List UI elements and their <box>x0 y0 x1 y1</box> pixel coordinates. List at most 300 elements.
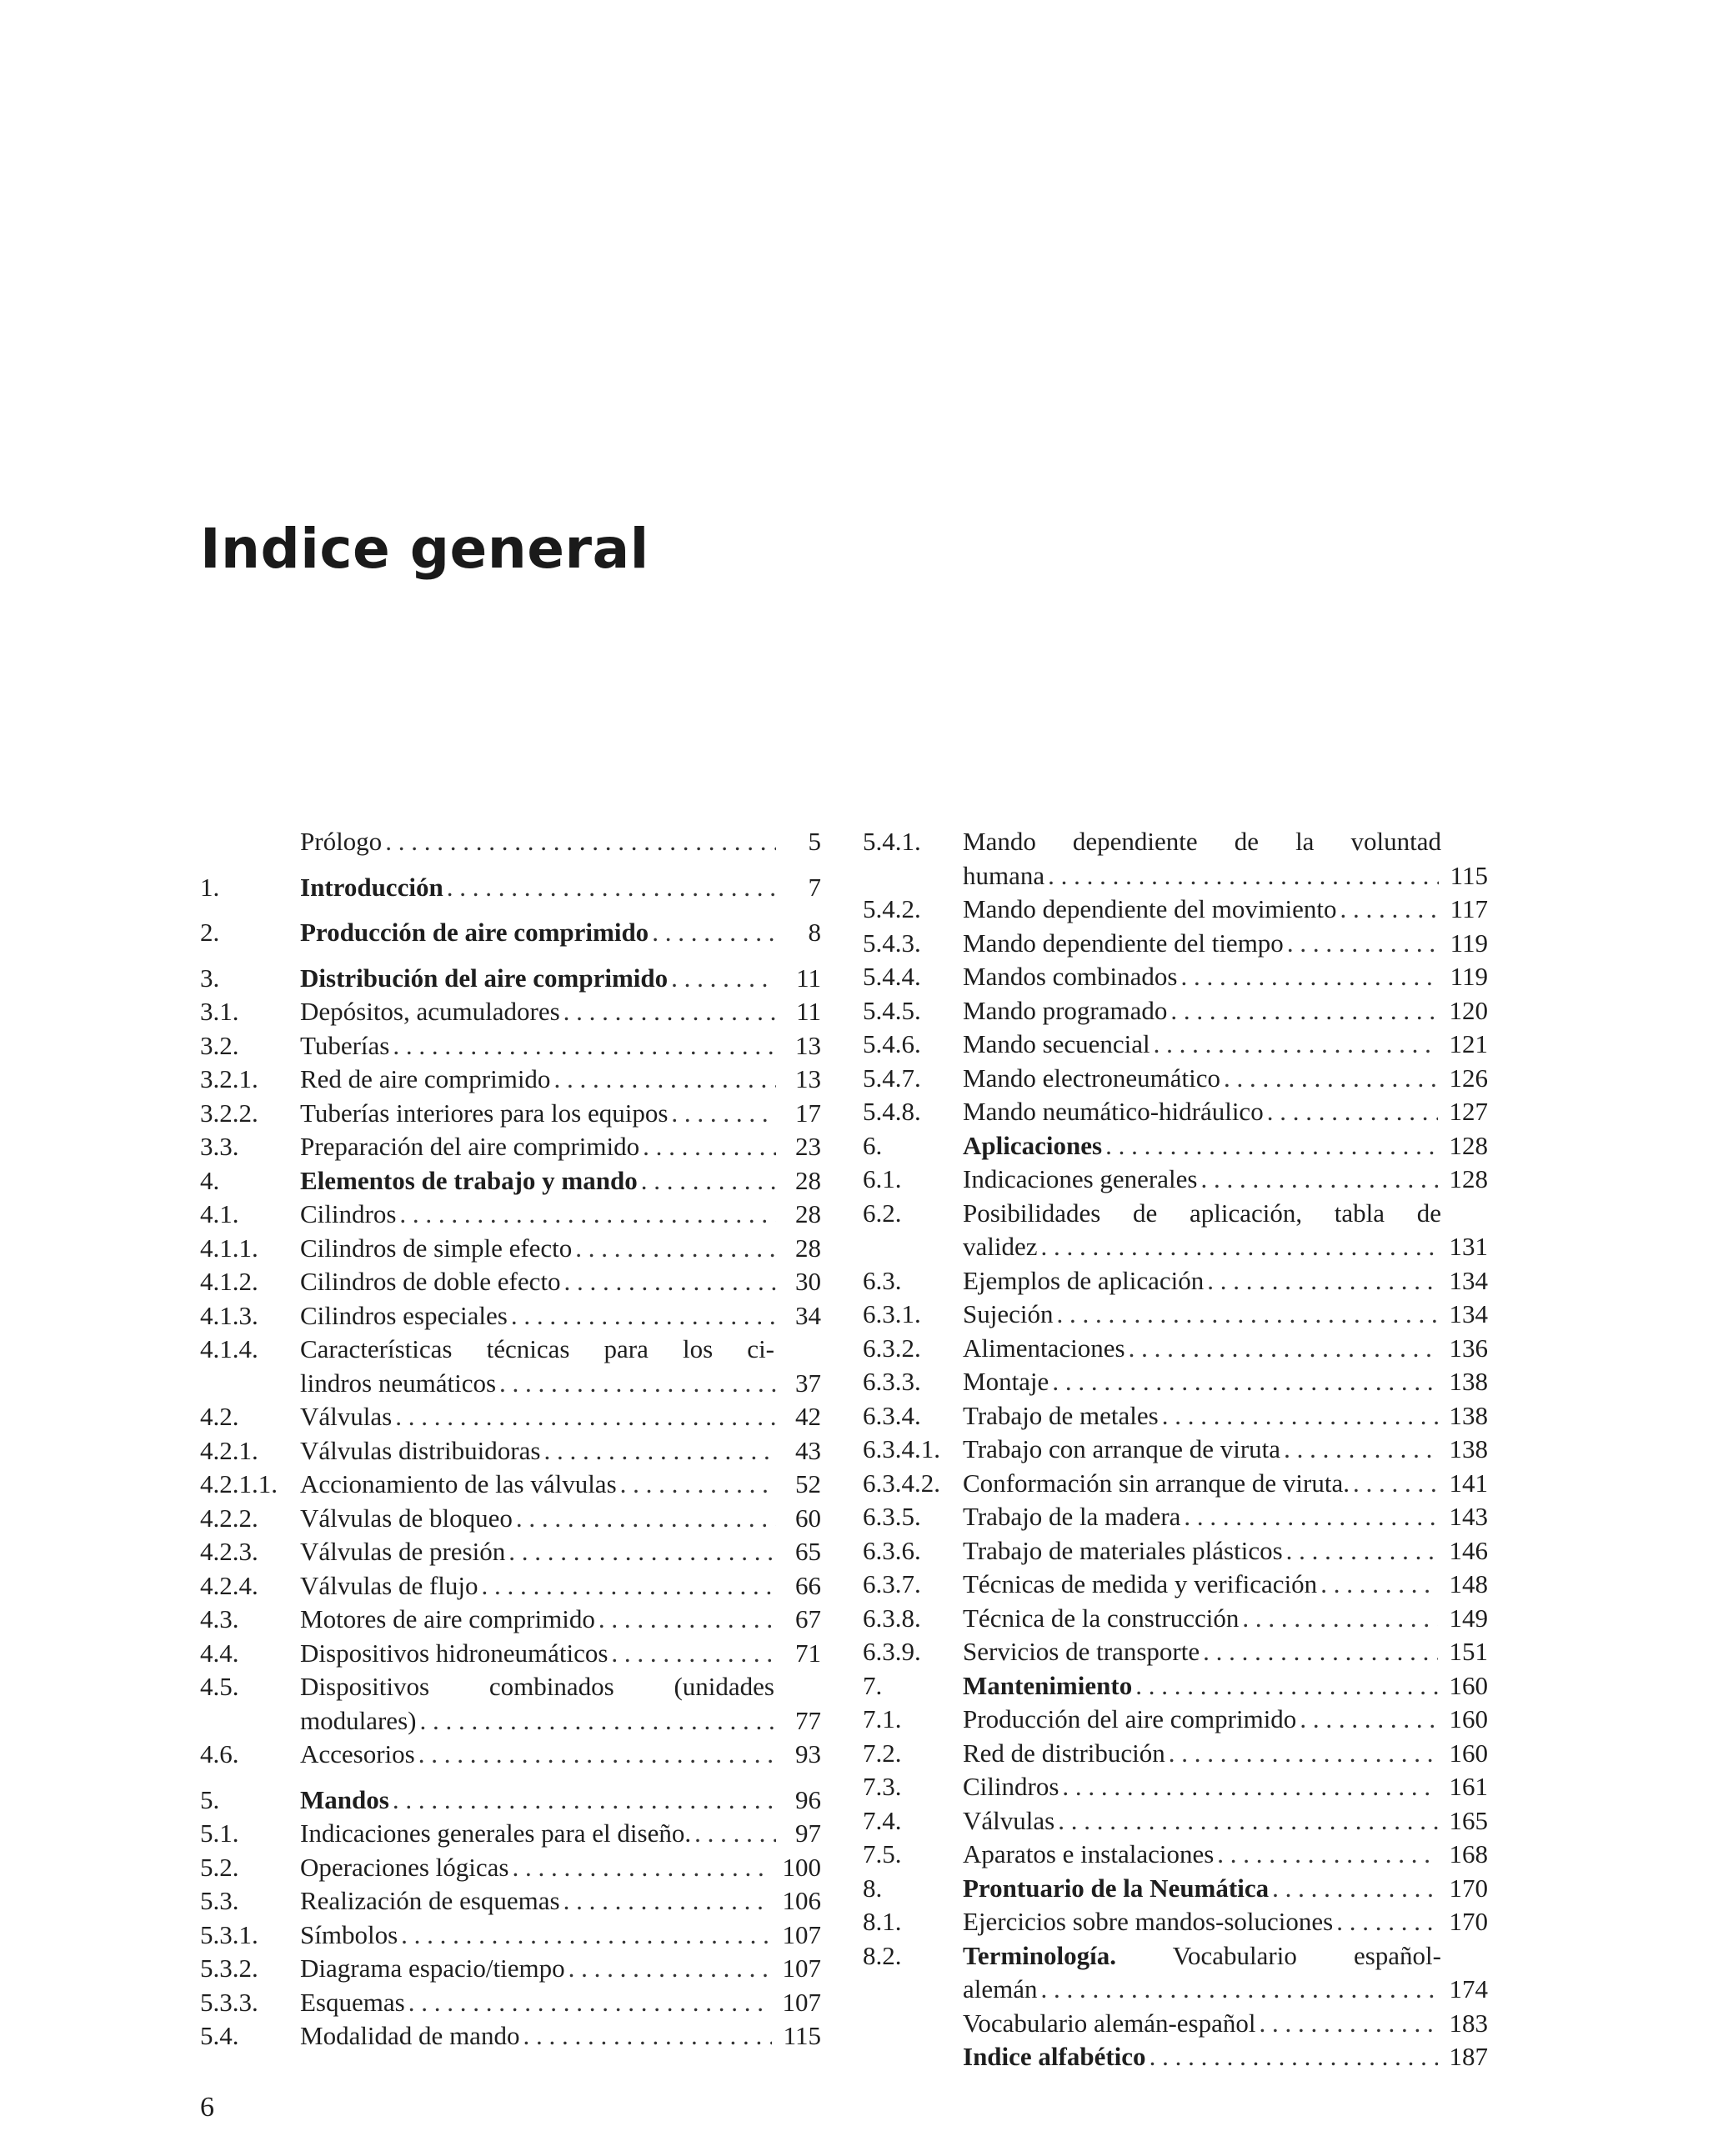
toc-entry-line <box>300 1502 821 1536</box>
toc-entry-title: alemán <box>963 1974 1038 2003</box>
toc-entry[interactable] <box>200 1198 821 1232</box>
toc-entry-line <box>963 1298 1488 1332</box>
toc-dot-leader <box>671 1097 776 1131</box>
toc-entry-number: 6.3.8. <box>863 1603 921 1633</box>
toc-entry-line <box>963 1230 1488 1264</box>
toc-entry-title: Accionamiento de las válvulas <box>300 1469 617 1498</box>
toc-dot-leader <box>1353 1467 1438 1501</box>
toc-entry-page: 128 <box>1449 1130 1488 1160</box>
toc-entry-page: 97 <box>795 1818 821 1848</box>
toc-entry-line <box>963 1568 1488 1602</box>
toc-entry[interactable] <box>863 1669 1488 1703</box>
toc-entry[interactable] <box>863 1872 1488 1906</box>
toc-entry[interactable] <box>200 1738 821 1772</box>
toc-dot-leader <box>671 962 776 996</box>
toc-entry-page: 146 <box>1449 1535 1488 1565</box>
toc-entry-page: 165 <box>1449 1805 1488 1835</box>
toc-entry-line <box>963 1534 1488 1568</box>
toc-entry-title: Aparatos e instalaciones <box>963 1839 1215 1868</box>
toc-entry-title: Válvulas distribuidoras <box>300 1435 541 1465</box>
toc-entry-page: 93 <box>795 1739 821 1768</box>
toc-entry-page: 115 <box>1450 860 1488 890</box>
toc-entry-number: 6. <box>863 1130 883 1160</box>
toc-entry-title-text: Características técnicas para los ci- <box>300 1334 774 1363</box>
toc-entry[interactable] <box>863 994 1488 1028</box>
toc-entry-title-line1 <box>963 1197 1441 1231</box>
toc-entry[interactable] <box>200 2019 821 2053</box>
toc-entry-number: 6.2. <box>863 1198 902 1228</box>
toc-entry-title: Indicaciones generales <box>963 1164 1198 1193</box>
toc-entry[interactable] <box>200 1468 821 1502</box>
toc-entry[interactable] <box>863 1568 1488 1602</box>
toc-dot-leader <box>543 1434 776 1468</box>
toc-dot-leader <box>385 825 776 859</box>
toc-entry-title: Mando dependiente del tiempo <box>963 928 1284 958</box>
toc-entry[interactable] <box>200 962 821 996</box>
toc-entry[interactable] <box>863 893 1488 927</box>
toc-entry-number: 5.4.7. <box>863 1063 921 1093</box>
toc-entry-title: Distribución del aire comprimido <box>300 963 669 993</box>
toc-entry-line <box>300 1265 821 1299</box>
toc-entry-title: Dispositivos hidroneumáticos <box>300 1638 609 1668</box>
toc-dot-leader <box>1154 1028 1438 1062</box>
toc-entry-page: 107 <box>782 1953 821 1983</box>
toc-entry-page: 183 <box>1449 2008 1488 2038</box>
toc-entry-number: 3.1. <box>200 997 239 1026</box>
toc-entry-page: 96 <box>795 1784 821 1814</box>
toc-dot-leader <box>1162 1399 1438 1433</box>
toc-entry-page: 138 <box>1449 1400 1488 1430</box>
toc-entry-page: 67 <box>795 1604 821 1633</box>
toc-dot-leader <box>408 1986 771 2020</box>
toc-entry-number: 8. <box>863 1873 883 1903</box>
toc-dot-leader <box>1300 1703 1437 1737</box>
toc-entry[interactable] <box>200 1986 821 2020</box>
toc-entry-page: 107 <box>782 1919 821 1949</box>
toc-entry-number: 2. <box>200 918 220 947</box>
toc-entry-line <box>300 1164 821 1198</box>
toc-entry-number: 7.5. <box>863 1839 902 1868</box>
toc-entry-number: 6.3.7. <box>863 1569 921 1598</box>
toc-entry-page: 128 <box>1449 1164 1488 1193</box>
toc-entry-number: 4.1. <box>200 1199 239 1228</box>
toc-entry-page: 117 <box>1450 894 1488 923</box>
toc-entry-line <box>300 1198 821 1232</box>
toc-entry[interactable] <box>863 1129 1488 1163</box>
toc-entry-number: 3.2.1. <box>200 1064 258 1093</box>
toc-entry-line <box>300 1063 821 1097</box>
toc-entry-number: 3. <box>200 963 220 993</box>
toc-entry-number: 5.4.8. <box>863 1097 921 1126</box>
toc-dot-leader <box>1284 1433 1437 1467</box>
toc-entry[interactable] <box>200 1670 821 1738</box>
toc-dot-leader <box>516 1502 776 1536</box>
toc-entry-title: Mando neumático-hidráulico <box>963 1097 1264 1126</box>
toc-entry[interactable] <box>200 1603 821 1637</box>
toc-dot-leader <box>1260 2007 1438 2041</box>
toc-entry[interactable] <box>200 1299 821 1333</box>
toc-entry[interactable] <box>863 1399 1488 1433</box>
toc-entry-title-text: Dispositivos combinados (unidades <box>300 1672 774 1701</box>
toc-entry-line <box>300 1986 821 2020</box>
toc-entry[interactable] <box>863 1433 1488 1467</box>
toc-entry-title: Mandos combinados <box>963 962 1178 991</box>
toc-entry-line <box>963 2040 1488 2074</box>
toc-column-left <box>200 825 821 2053</box>
toc-entry[interactable] <box>863 1298 1488 1332</box>
toc-entry-line <box>963 1838 1488 1872</box>
toc-entry-number: 5.4.2. <box>863 894 921 923</box>
toc-dot-leader <box>499 1367 776 1401</box>
toc-entry[interactable] <box>200 1434 821 1468</box>
toc-dot-leader <box>511 1299 776 1333</box>
toc-entry[interactable] <box>863 1770 1488 1804</box>
toc-entry-line <box>963 1433 1488 1467</box>
toc-entry-title: Cilindros especiales <box>300 1300 508 1330</box>
toc-entry[interactable] <box>863 1062 1488 1096</box>
toc-entry-number: 6.3.4.1. <box>863 1434 940 1463</box>
toc-entry-number: 6.3. <box>863 1265 902 1295</box>
toc-entry-line <box>963 1399 1488 1433</box>
toc-entry-page: 131 <box>1449 1232 1488 1261</box>
toc-entry[interactable] <box>863 1467 1488 1501</box>
toc-entry-page: 66 <box>795 1570 821 1600</box>
toc-entry-title: Indicaciones generales para el diseño. <box>300 1818 692 1848</box>
toc-entry-line <box>963 859 1488 893</box>
toc-entry-page: 100 <box>782 1852 821 1882</box>
toc-entry-number: 4.2.2. <box>200 1503 258 1533</box>
toc-entry-number: 6.3.6. <box>863 1535 921 1565</box>
toc-entry-title: Ejercicios sobre mandos-soluciones <box>963 1907 1334 1936</box>
toc-entry-title: Producción de aire comprimido <box>300 918 649 947</box>
toc-dot-leader <box>563 995 776 1029</box>
toc-entry-line <box>963 1332 1488 1366</box>
toc-entry-line <box>963 994 1488 1028</box>
toc-entry[interactable] <box>863 1838 1488 1872</box>
toc-entry-title: Técnica de la construcción <box>963 1603 1240 1633</box>
toc-entry-title: Indice alfabético <box>963 2042 1146 2071</box>
toc-entry[interactable] <box>200 1851 821 1885</box>
toc-entry-line <box>300 1918 821 1953</box>
toc-entry[interactable] <box>863 960 1488 994</box>
toc-dot-leader <box>1320 1568 1437 1602</box>
toc-entry-title: Realización de esquemas <box>300 1886 560 1915</box>
toc-entry[interactable] <box>863 1905 1488 1939</box>
toc-dot-leader <box>1041 1230 1438 1264</box>
toc-entry-line <box>300 995 821 1029</box>
toc-entry-line <box>963 1163 1488 1197</box>
toc-entry-number: 4.2.1. <box>200 1435 258 1465</box>
toc-entry-title-line1 <box>300 1670 774 1704</box>
toc-entry-line <box>300 1299 821 1333</box>
toc-entry-number: 5.4.6. <box>863 1029 921 1058</box>
toc-entry-number: 6.3.1. <box>863 1299 921 1328</box>
toc-entry-title: humana <box>963 860 1045 890</box>
toc-entry-line <box>300 1232 821 1266</box>
toc-entry-title-bold: Terminología. <box>963 1940 1117 1970</box>
toc-entry[interactable] <box>863 1737 1488 1771</box>
toc-entry-line <box>300 871 821 905</box>
toc-entry-title: Red de aire comprimido <box>300 1064 551 1093</box>
toc-entry-number: 5.4.5. <box>863 995 921 1025</box>
toc-dot-leader <box>611 1637 776 1671</box>
toc-entry[interactable] <box>863 1602 1488 1636</box>
toc-entry-number: 5.4. <box>200 2021 239 2050</box>
toc-entry-page: 17 <box>795 1098 821 1128</box>
toc-dot-leader <box>395 1400 776 1434</box>
toc-entry-line <box>300 1400 821 1434</box>
toc-entry[interactable] <box>200 1063 821 1097</box>
toc-entry-number: 6.3.3. <box>863 1367 921 1396</box>
toc-entry-page: 115 <box>783 2021 821 2050</box>
toc-entry[interactable] <box>863 1365 1488 1399</box>
toc-entry-line <box>963 1635 1488 1669</box>
toc-entry-line <box>300 1097 821 1131</box>
toc-dot-leader <box>393 1783 776 1818</box>
toc-entry-title: Ejemplos de aplicación <box>963 1265 1205 1295</box>
toc-entry[interactable] <box>200 1333 821 1400</box>
toc-dot-leader <box>1062 1770 1437 1804</box>
toc-entry-number: 6.3.2. <box>863 1333 921 1363</box>
toc-entry-page: 174 <box>1449 1974 1488 2003</box>
toc-entry-number: 4. <box>200 1165 220 1195</box>
toc-entry-page: 187 <box>1449 2042 1488 2071</box>
toc-dot-leader <box>1224 1062 1437 1096</box>
toc-entry-title: Tuberías <box>300 1030 390 1060</box>
toc-entry[interactable] <box>200 1817 821 1851</box>
toc-dot-leader <box>563 1884 771 1918</box>
toc-entry-page: 134 <box>1449 1265 1488 1295</box>
toc-entry-title: Válvulas <box>963 1805 1055 1835</box>
toc-entry-title: Motores de aire comprimido <box>300 1604 595 1633</box>
toc-entry-page: 127 <box>1449 1097 1488 1126</box>
toc-entry-page: 11 <box>796 997 821 1026</box>
toc-entry-page: 149 <box>1449 1603 1488 1633</box>
toc-entry-title: Prontuario de la Neumática <box>963 1873 1270 1903</box>
toc-entry-number: 6.3.4. <box>863 1400 921 1430</box>
toc-entry-page: 5 <box>808 827 821 856</box>
toc-entry[interactable] <box>863 1264 1488 1298</box>
toc-entry-number: 5.4.4. <box>863 962 921 991</box>
toc-entry[interactable] <box>200 1029 821 1063</box>
toc-entry[interactable] <box>200 1952 821 1986</box>
toc-entry-title: Servicios de transporte <box>963 1637 1200 1666</box>
toc-entry-line <box>300 1851 821 1885</box>
toc-entry-page: 13 <box>795 1064 821 1093</box>
toc-entry[interactable] <box>200 1535 821 1569</box>
toc-entry-title: Red de distribución <box>963 1738 1165 1768</box>
toc-entry-number: 7.1. <box>863 1704 902 1733</box>
toc-entry[interactable] <box>200 1884 821 1918</box>
toc-entry-number: 6.1. <box>863 1164 902 1193</box>
toc-entry-title: Vocabulario alemán-español <box>963 2008 1256 2038</box>
toc-entry-number: 4.5. <box>200 1672 239 1701</box>
toc-entry-title-text: Posibilidades de aplicación, tabla de <box>963 1198 1441 1228</box>
toc-entry-page: 138 <box>1449 1434 1488 1463</box>
toc-entry[interactable] <box>200 1265 821 1299</box>
toc-entry[interactable] <box>863 1028 1488 1062</box>
toc-entry[interactable] <box>200 1164 821 1198</box>
toc-entry-number: 5.3.3. <box>200 1987 258 2017</box>
toc-entry-number: 5.3.1. <box>200 1919 258 1949</box>
toc-entry[interactable] <box>863 2040 1488 2074</box>
toc-entry-page: 170 <box>1449 1907 1488 1936</box>
toc-entry[interactable] <box>200 1400 821 1434</box>
toc-entry-page: 52 <box>795 1469 821 1498</box>
page-number: 6 <box>200 2092 214 2123</box>
toc-dot-leader <box>1207 1264 1437 1298</box>
toc-entry-title: Modalidad de mando <box>300 2021 520 2050</box>
toc-entry-page: 168 <box>1449 1839 1488 1868</box>
toc-entry[interactable] <box>863 1332 1488 1366</box>
toc-entry-page: 161 <box>1449 1772 1488 1801</box>
toc-entry[interactable] <box>863 1095 1488 1129</box>
toc-entry[interactable] <box>200 1502 821 1536</box>
toc-entry-line <box>300 1130 821 1164</box>
toc-dot-leader <box>1129 1332 1438 1366</box>
toc-entry-line <box>963 1973 1488 2007</box>
toc-entry-title: Válvulas de flujo <box>300 1570 478 1600</box>
toc-entry-line <box>963 1770 1488 1804</box>
toc-entry-title: modulares) <box>300 1705 417 1735</box>
toc-entry-page: 160 <box>1449 1738 1488 1768</box>
toc-entry[interactable] <box>863 2007 1488 2041</box>
toc-entry-number: 3.3. <box>200 1132 239 1161</box>
toc-entry-page: 8 <box>808 918 821 947</box>
toc-entry-page: 106 <box>782 1886 821 1915</box>
toc-entry-line <box>300 962 821 996</box>
toc-entry-line <box>963 2007 1488 2041</box>
toc-entry[interactable] <box>863 1804 1488 1838</box>
toc-entry[interactable] <box>200 1232 821 1266</box>
toc-entry-number: 7.2. <box>863 1738 902 1768</box>
toc-entry-line <box>300 1367 821 1401</box>
toc-entry-page: 43 <box>795 1435 821 1465</box>
toc-entry-title: Conformación sin arranque de viruta. <box>963 1468 1350 1498</box>
toc-entry-number: 4.1.2. <box>200 1267 258 1296</box>
toc-entry-title: Producción del aire comprimido <box>963 1704 1297 1733</box>
toc-entry[interactable] <box>863 1939 1488 2007</box>
toc-dot-leader <box>523 2019 771 2053</box>
toc-entry[interactable] <box>863 1500 1488 1534</box>
toc-entry-page: 34 <box>795 1300 821 1330</box>
toc-entry-number: 5.2. <box>200 1852 239 1882</box>
toc-entry-line <box>963 1737 1488 1771</box>
toc-dot-leader <box>512 1851 770 1885</box>
toc-entry-page: 120 <box>1449 995 1488 1025</box>
toc-entry[interactable] <box>200 871 821 905</box>
toc-entry[interactable] <box>200 1130 821 1164</box>
toc-dot-leader <box>553 1063 776 1097</box>
toc-entry-page: 151 <box>1449 1637 1488 1666</box>
toc-entry[interactable] <box>863 1197 1488 1264</box>
toc-entry[interactable] <box>200 916 821 950</box>
toc-entry-line <box>300 916 821 950</box>
toc-entry[interactable] <box>200 1918 821 1953</box>
toc-entry[interactable] <box>200 1637 821 1671</box>
toc-entry-line <box>963 1062 1488 1096</box>
toc-dot-leader <box>1184 1500 1437 1534</box>
toc-entry-title: Cilindros de simple efecto <box>300 1233 573 1263</box>
toc-entry-line <box>963 1095 1488 1129</box>
toc-entry-page: 119 <box>1450 962 1488 991</box>
toc-entry-title: Alimentaciones <box>963 1333 1125 1363</box>
toc-entry-page: 23 <box>795 1132 821 1161</box>
toc-entry[interactable] <box>863 1534 1488 1568</box>
toc-entry-number: 4.1.4. <box>200 1334 258 1363</box>
toc-entry[interactable] <box>863 1703 1488 1737</box>
toc-entry-title: Introducción <box>300 872 443 902</box>
toc-entry-page: 60 <box>795 1503 821 1533</box>
toc-entry-page: 37 <box>795 1368 821 1398</box>
toc-dot-leader <box>1135 1669 1437 1703</box>
toc-entry-number: 5.1. <box>200 1818 239 1848</box>
toc-entry-number: 7.3. <box>863 1772 902 1801</box>
toc-entry-page: 107 <box>782 1987 821 2017</box>
toc-entry-number: 4.2.4. <box>200 1570 258 1600</box>
toc-dot-leader <box>447 871 776 905</box>
toc-entry[interactable] <box>863 825 1488 893</box>
toc-dot-leader <box>1242 1602 1437 1636</box>
toc-entry-line <box>963 1500 1488 1534</box>
toc-dot-leader <box>620 1468 776 1502</box>
toc-entry-line <box>963 1129 1488 1163</box>
toc-entry[interactable] <box>863 1635 1488 1669</box>
toc-entry-title-line1 <box>300 1333 774 1367</box>
toc-dot-leader <box>1150 2040 1438 2074</box>
toc-entry-title: Técnicas de medida y verificación <box>963 1569 1318 1598</box>
toc-entry-title: Válvulas de presión <box>300 1537 506 1566</box>
toc-dot-leader <box>652 916 776 950</box>
toc-entry[interactable] <box>200 825 821 859</box>
toc-entry-page: 65 <box>795 1537 821 1566</box>
toc-entry[interactable] <box>200 995 821 1029</box>
toc-dot-leader <box>641 1164 776 1198</box>
toc-entry-title: Elementos de trabajo y mando <box>300 1165 638 1195</box>
toc-entry-title: Cilindros <box>963 1772 1059 1801</box>
toc-entry-number: 3.2. <box>200 1030 239 1060</box>
toc-entry-title: Mando secuencial <box>963 1029 1150 1058</box>
toc-dot-leader <box>1052 1365 1437 1399</box>
toc-entry-number: 1. <box>200 872 220 902</box>
toc-entry-title: Válvulas <box>300 1402 393 1431</box>
toc-entry-title: lindros neumáticos <box>300 1368 497 1398</box>
toc-entry-number: 8.2. <box>863 1940 902 1970</box>
toc-entry-line <box>300 1603 821 1637</box>
toc-entry-number: 4.1.1. <box>200 1233 258 1263</box>
toc-entry-title-line1 <box>963 825 1441 859</box>
toc-entry-line <box>300 1434 821 1468</box>
toc-entry[interactable] <box>863 927 1488 961</box>
toc-entry-page: 28 <box>795 1199 821 1228</box>
toc-entry-page: 148 <box>1449 1569 1488 1598</box>
toc-dot-leader <box>1340 893 1439 927</box>
toc-dot-leader <box>1057 1298 1438 1332</box>
toc-entry-title: Depósitos, acumuladores <box>300 997 560 1026</box>
toc-entry[interactable] <box>200 1569 821 1603</box>
toc-dot-leader <box>643 1130 776 1164</box>
toc-entry[interactable] <box>863 1163 1488 1197</box>
toc-entry-title: Mandos <box>300 1784 389 1814</box>
toc-entry-number: 7.4. <box>863 1805 902 1835</box>
toc-dot-leader <box>1048 859 1439 893</box>
toc-entry[interactable] <box>200 1783 821 1818</box>
toc-entry-page: 170 <box>1449 1873 1488 1903</box>
toc-entry-number: 3.2.2. <box>200 1098 258 1128</box>
toc-entry[interactable] <box>200 1097 821 1131</box>
toc-entry-page: 13 <box>795 1030 821 1060</box>
toc-entry-line <box>963 893 1488 927</box>
